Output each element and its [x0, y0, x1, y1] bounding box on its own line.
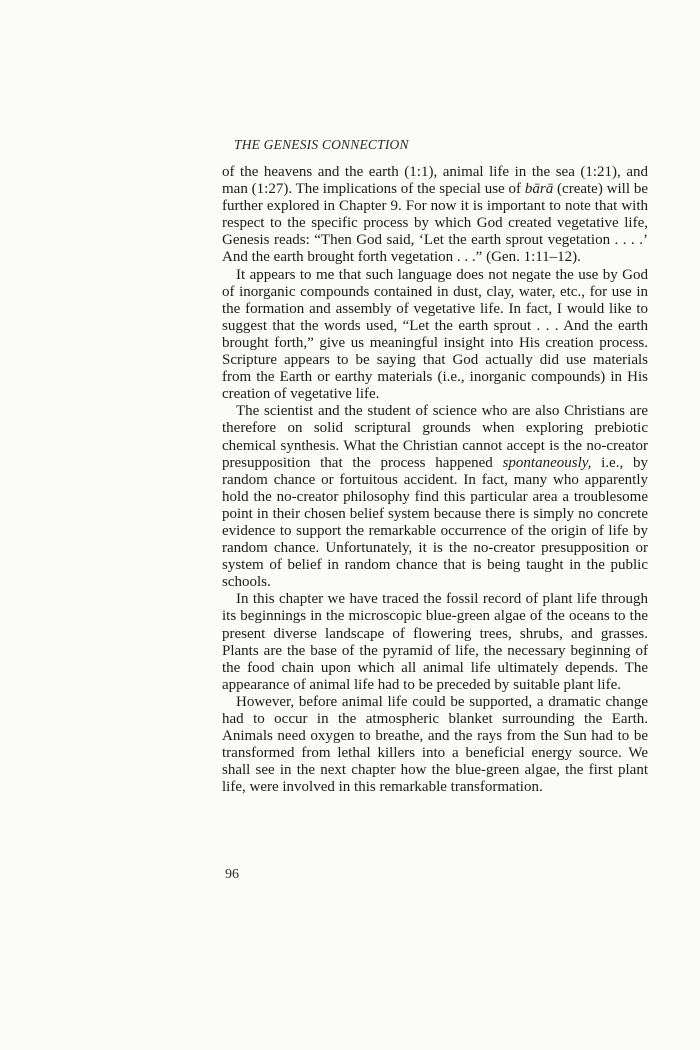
italic-term: bārā — [524, 181, 554, 198]
body-text — [222, 164, 648, 796]
italic-term: spontaneously, — [502, 454, 592, 471]
body-paragraph — [222, 267, 648, 404]
body-paragraph — [222, 591, 648, 694]
body-paragraph — [222, 694, 648, 797]
paragraph-text: The scientist and the student of science who are also Christians are therefore on solid scriptural grounds when exploring prebiotic chemical synthesis. What the Christian cannot accept is the no-creator presupposition that the process happened — [222, 403, 648, 471]
running-head: THE GENESIS CONNECTION — [234, 137, 409, 152]
paragraph-text: (create) will be further explored in Chapter 9. For now it is important to note that with respect to the specific process by which God created vegetative life, Genesis reads: “Then God said, ‘Let the earth sprout vegetation . . . .’ And the earth brought forth vegetation . . .” (Gen. 1:11–12). — [222, 181, 648, 266]
page-number: 96 — [225, 867, 239, 882]
paragraph-text: In this chapter we have traced the fossil record of plant life through its beginnings in the microscopic blue-green algae of the oceans to the present diverse landscape of flowering trees, shrubs, and grasses. Plants are the base of the pyramid of life, the necessary beginning of the food chain upon which all animal life ultimately depends. The appearance of animal life had to be preceded by suitable plant life. — [222, 591, 648, 693]
body-paragraph — [222, 164, 648, 267]
paragraph-text: of the heavens and the earth (1:1), animal life in the sea (1:21), and man (1:27). The implications of the special use of — [222, 164, 648, 198]
paragraph-text: i.e., by random chance or fortuitous accident. In fact, many who apparently hold the no-creator philosophy find this particular area a troublesome point in their chosen belief system because there is simply no concrete evidence to support the remarkable occurrence of the origin of life by random chance. Unfortunately, it is the no-creator presupposition or system of belief in random chance that is being taught in the public schools. — [222, 454, 649, 591]
paragraph-text: It appears to me that such language does not negate the use by God of inorganic compounds contained in dust, clay, water, etc., for use in the formation and assembly of vegetative life. In fact, I would like to suggest that the words used, “Let the earth sprout . . . And the earth brought forth,” give us meaningful insight into His creation process. Scripture appears to be saying that God actually did use materials from the Earth or earthy materials (i.e., inorganic compounds) in His creation of vegetative life. — [222, 266, 648, 403]
paragraph-text: However, before animal life could be supported, a dramatic change had to occur in the atmospheric blanket surrounding the Earth. Animals need oxygen to breathe, and the rays from the Sun had to be transformed from lethal killers into a beneficial energy source. We shall see in the next chapter how the blue-green algae, the first plant life, were involved in this remarkable transformation. — [222, 693, 648, 796]
body-paragraph — [222, 403, 648, 591]
